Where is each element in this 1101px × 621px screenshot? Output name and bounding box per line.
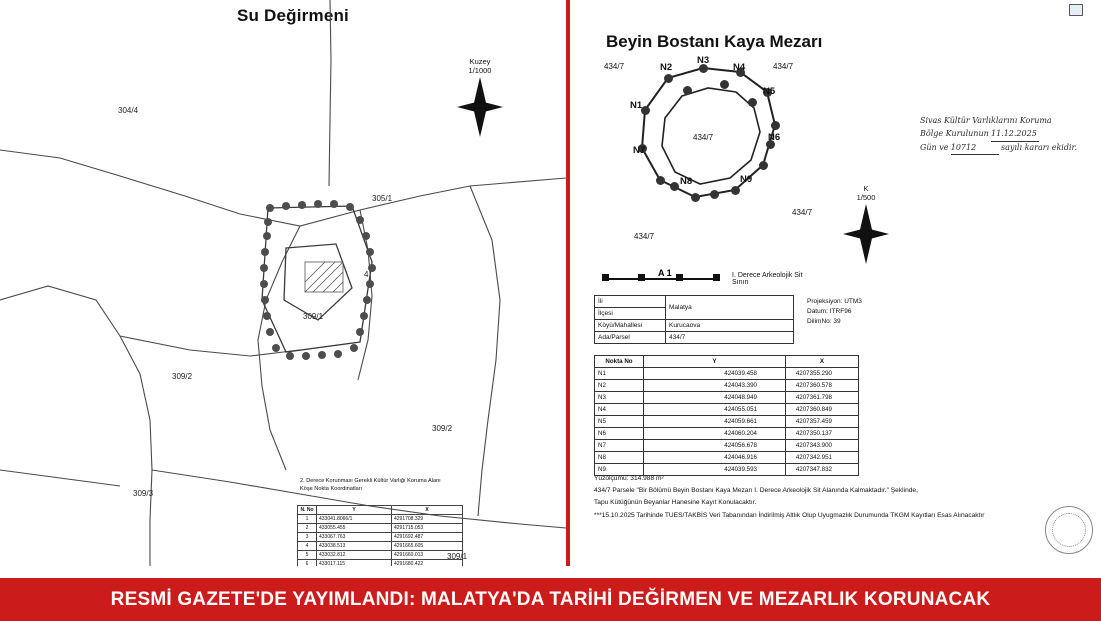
table-row: 3 433067.763 4291692.487 (298, 533, 463, 542)
table-row: N7 424056.678 4207343.900 (595, 440, 859, 452)
parcel-label-4: 4 (364, 270, 369, 279)
node-label-n1: N1 (630, 100, 643, 111)
right-parcel-label-2: 434/7 (773, 62, 794, 71)
parcel-label-309-2-b: 309/2 (432, 424, 453, 433)
right-parcel-label-4: 434/7 (792, 208, 813, 217)
approval-stamp (920, 115, 1088, 167)
node-label-n6: N6 (768, 132, 781, 143)
coord-header-x: X (392, 506, 463, 515)
node-header-no: Nokta No (595, 356, 644, 368)
table-row: İli Malatya (595, 296, 794, 308)
compass-label-scale: 1/1000 (468, 65, 492, 75)
compass-label-north: Kuzey (469, 57, 491, 66)
node-label-n7: N7 (633, 145, 646, 156)
table-row: N4 424055.051 4207360.849 (595, 404, 859, 416)
parcel-label-309-3: 309/3 (133, 489, 154, 498)
table-row: 1 433041.8066/1 4291708.329 (298, 515, 463, 524)
projection-info (807, 297, 862, 327)
right-map-panel (570, 0, 1101, 566)
left-coord-note: 2. Derece Korunması Gerekli Kültür Varlığı Koruma Alanı Köşe Nokta Koordinatları (300, 478, 441, 492)
official-seal-icon (1045, 506, 1093, 554)
projection-line-3: DilimNo: 39 (807, 318, 841, 326)
parcel-label-309-1: 309/1 (303, 312, 324, 321)
compass-star-icon (457, 77, 503, 137)
right-compass-label-scale: 1/500 (856, 192, 876, 202)
node-header-y: Y (644, 356, 786, 368)
left-map-panel (0, 0, 566, 566)
node-coordinate-table (594, 355, 859, 476)
parcel-label-309-1-b: 309/1 (447, 552, 468, 561)
footnote-area: Yüzölçümü: 314.988 m² (594, 475, 664, 482)
table-row: N2 424043.390 4207360.578 (595, 380, 859, 392)
table-row: 4 433038.513 4291665.605 (298, 542, 463, 551)
table-row: 6 433017.115 4291680.422 (298, 560, 463, 567)
table-row: 5 433032.812 4291660.013 (298, 551, 463, 560)
stamp-number: 10712 (951, 142, 999, 156)
headline-bar (0, 578, 1101, 621)
table-row: İlçesi (595, 308, 794, 320)
footnote-line-2: Tapu Kütüğünün Beyanlar Hanesine Kayıt Konulacaktır. (594, 499, 757, 507)
right-compass-star-icon (843, 204, 889, 264)
node-label-n4: N4 (733, 62, 746, 73)
table-row: Ada/Parsel 434/7 (595, 332, 794, 344)
table-row: N5 424059.661 4207357.459 (595, 416, 859, 428)
headline-text: RESMİ GAZETE'DE YAYIMLANDI: MALATYA'DA TARİHİ DEĞİRMEN VE MEZARLIK KORUNACAK (110, 588, 991, 610)
stamp-date: 11.12.2025 (991, 128, 1039, 142)
left-panel-title: Su Değirmeni (237, 6, 349, 25)
stamp-line-2: Bölge Kurulunun (920, 128, 989, 138)
footnote-line-1: 434/7 Parsele "Bir Bölümü Beyin Bostanı Kaya Mezarı I. Derece Arkeolojik Sit Alanında Kalmaktadır." Şeklinde, (594, 487, 918, 495)
coord-header-no: N. No (298, 506, 317, 515)
parcel-label-304-4: 304/4 (118, 106, 139, 115)
stamp-line-4-suffix: sayılı kararı ekidir. (1000, 142, 1078, 152)
stamp-line-1: Sivas Kültür Varlıklarını Koruma (920, 116, 1052, 125)
right-compass-rose (838, 185, 894, 264)
legend-archaeological-boundary (602, 268, 812, 286)
right-panel-title: Beyin Bostanı Kaya Mezarı (606, 32, 823, 51)
right-parcel-label-1: 434/7 (604, 62, 625, 71)
legend-segment-label: A 1 (658, 268, 672, 278)
footnotes (594, 473, 1099, 522)
right-compass-label-north: K (863, 184, 869, 193)
table-row: N8 424046.916 4207342.951 (595, 452, 859, 464)
node-label-n8: N8 (680, 176, 693, 187)
node-label-n2: N2 (660, 62, 673, 73)
table-row: N3 424048.949 4207361.798 (595, 392, 859, 404)
location-info-table (594, 295, 794, 344)
node-label-n5: N5 (763, 86, 776, 97)
table-row: N1 424039.458 4207355.290 (595, 368, 859, 380)
node-header-x: X (786, 356, 859, 368)
table-row: Köyü/Mahallesi Kurucaova (595, 320, 794, 332)
table-row: N6 424060.204 4207350.137 (595, 428, 859, 440)
left-compass-rose (450, 58, 510, 137)
legend-text: I. Derece Arkeolojik Sit Sınırı (732, 272, 803, 286)
table-row: N9 424039.593 4207347.832 (595, 464, 859, 476)
parcel-label-305-1: 305/1 (372, 194, 393, 203)
right-parcel-label-3: 434/7 (693, 133, 714, 142)
parcel-label-309-2-a: 309/2 (172, 372, 193, 381)
table-row: 2 433055.455 4291715.053 (298, 524, 463, 533)
projection-line-2: Datum: ITRF96 (807, 308, 852, 316)
node-label-n3: N3 (697, 55, 710, 66)
projection-line-1: Projeksiyon: UTM3 (807, 298, 862, 305)
left-coord-table (297, 505, 463, 566)
coord-header-y: Y (317, 506, 392, 515)
right-parcel-label-5: 434/7 (634, 232, 655, 241)
node-label-n9: N9 (740, 174, 753, 185)
stamp-line-4-prefix: Gün ve (920, 142, 949, 152)
footnote-line-3: ***15.10.2025 Tarihinde TUES/TAKBİS Veri Tabanından İndirilmiş Altlık Olup Uyugmazlık Durumunda TKGM Kayıtları Esas Alınacaktır (594, 511, 985, 519)
